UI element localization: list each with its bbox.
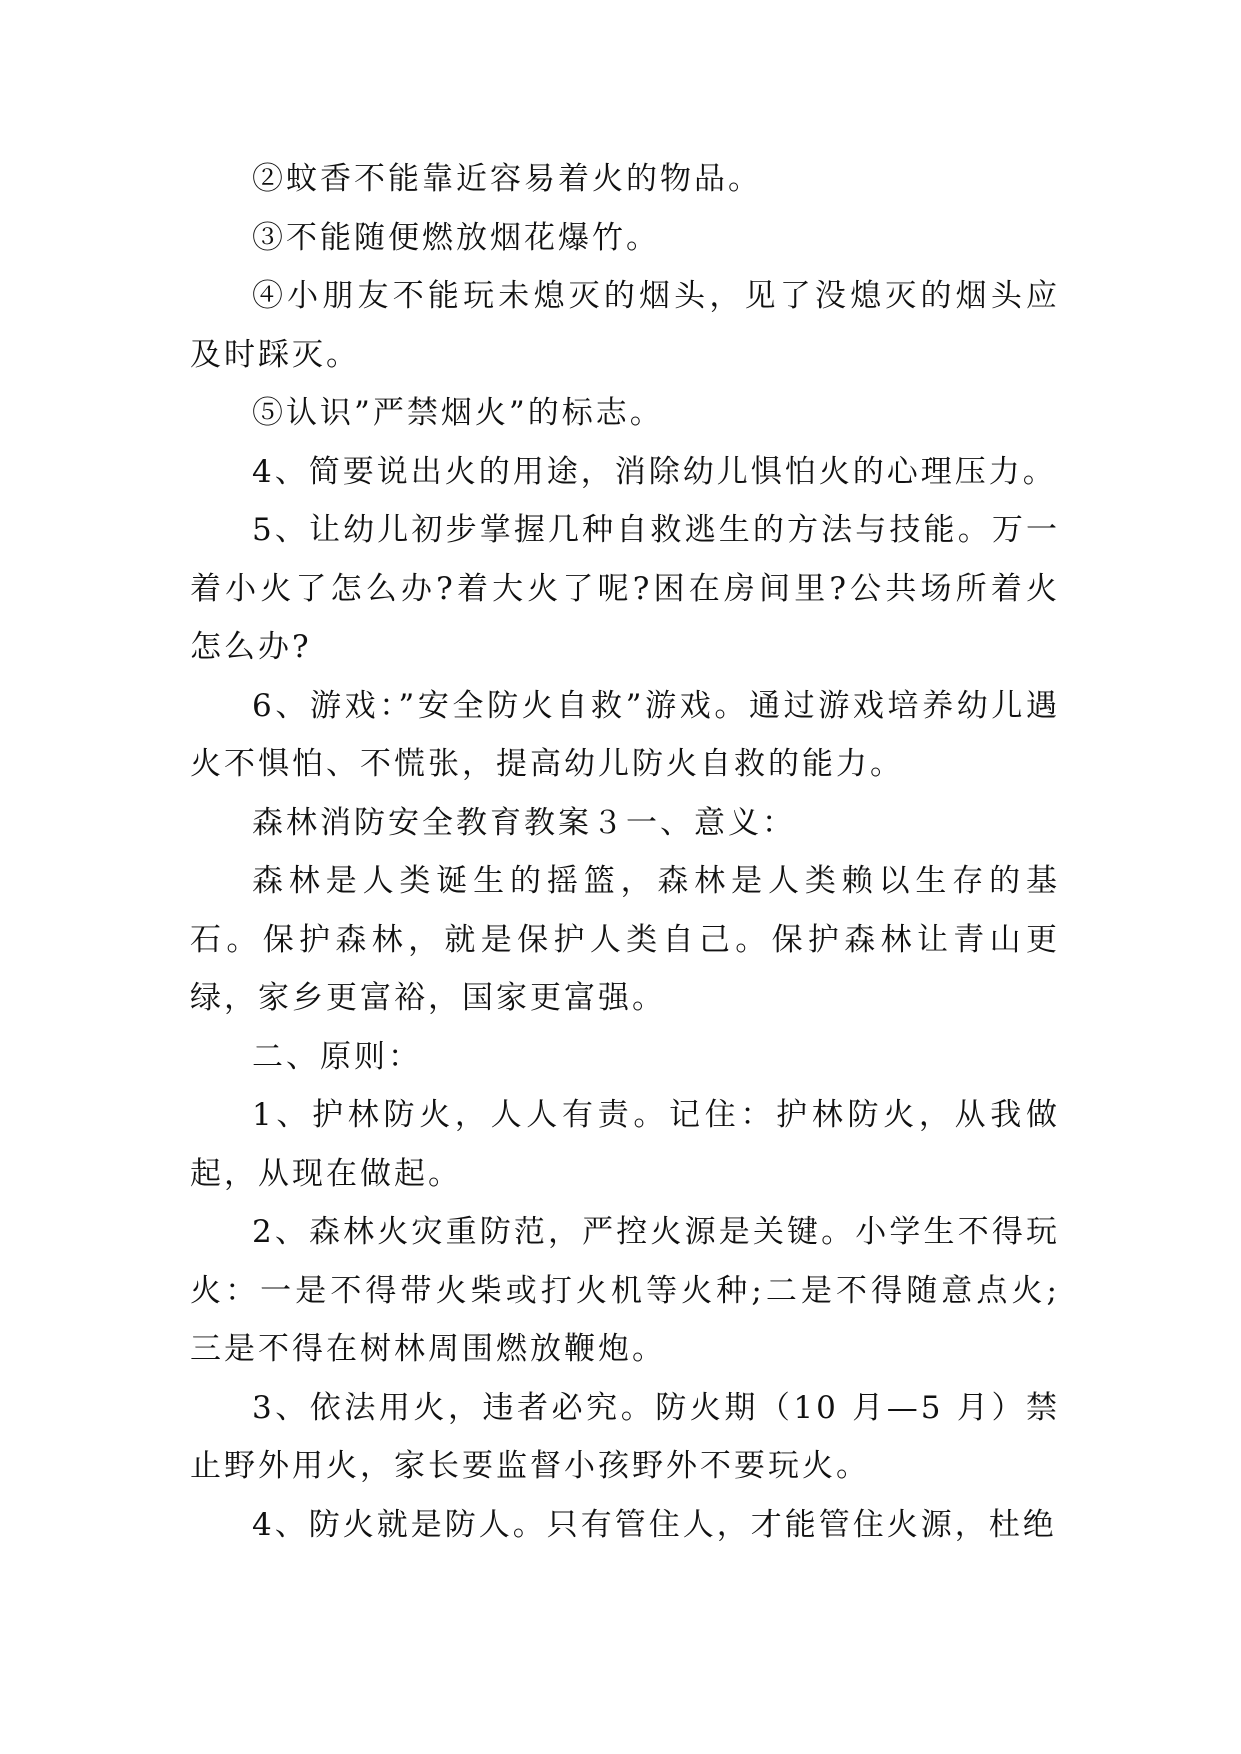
paragraph: 2、森林火灾重防范，严控火源是关键。小学生不得玩火：一是不得带火柴或打火机等火种;二是不得随意点火;三是不得在树林周围燃放鞭炮。 [190, 1214, 1060, 1367]
paragraph: ③不能随便燃放烟花爆竹。 [252, 219, 660, 256]
paragraph: 3、依法用火，违者必究。防火期（10 月—5 月）禁止野外用火，家长要监督小孩野外不要玩火。 [190, 1389, 1060, 1484]
paragraph: 6、游戏：”安全防火自救”游戏。通过游戏培养幼儿遇火不惧怕、不慌张，提高幼儿防火自救的能力。 [190, 687, 1060, 782]
paragraph: 4、简要说出火的用途，消除幼儿惧怕火的心理压力。 [252, 453, 1057, 490]
paragraph: 4、防火就是防人。只有管住人，才能管住火源，杜绝 [252, 1506, 1057, 1543]
paragraph: ⑤认识”严禁烟火”的标志。 [252, 395, 664, 431]
paragraph: 森林是人类诞生的摇篮，森林是人类赖以生存的基石。保护森林，就是保护人类自己。保护森林让青山更绿，家乡更富裕，国家更富强。 [190, 863, 1060, 1016]
section-heading: 森林消防安全教育教案３一、意义： [252, 804, 796, 841]
document-body [190, 150, 1060, 1554]
paragraph: ④小朋友不能玩未熄灭的烟头，见了没熄灭的烟头应及时踩灭。 [190, 278, 1060, 373]
paragraph: ②蚊香不能靠近容易着火的物品。 [252, 161, 762, 197]
section-heading: 二、原则： [252, 1038, 422, 1075]
paragraph: 5、让幼儿初步掌握几种自救逃生的方法与技能。万一着小火了怎么办?着大火了呢?困在房间里?公共场所着火怎么办? [190, 512, 1060, 665]
paragraph: 1、护林防火，人人有责。记住：护林防火，从我做起，从现在做起。 [190, 1097, 1060, 1192]
